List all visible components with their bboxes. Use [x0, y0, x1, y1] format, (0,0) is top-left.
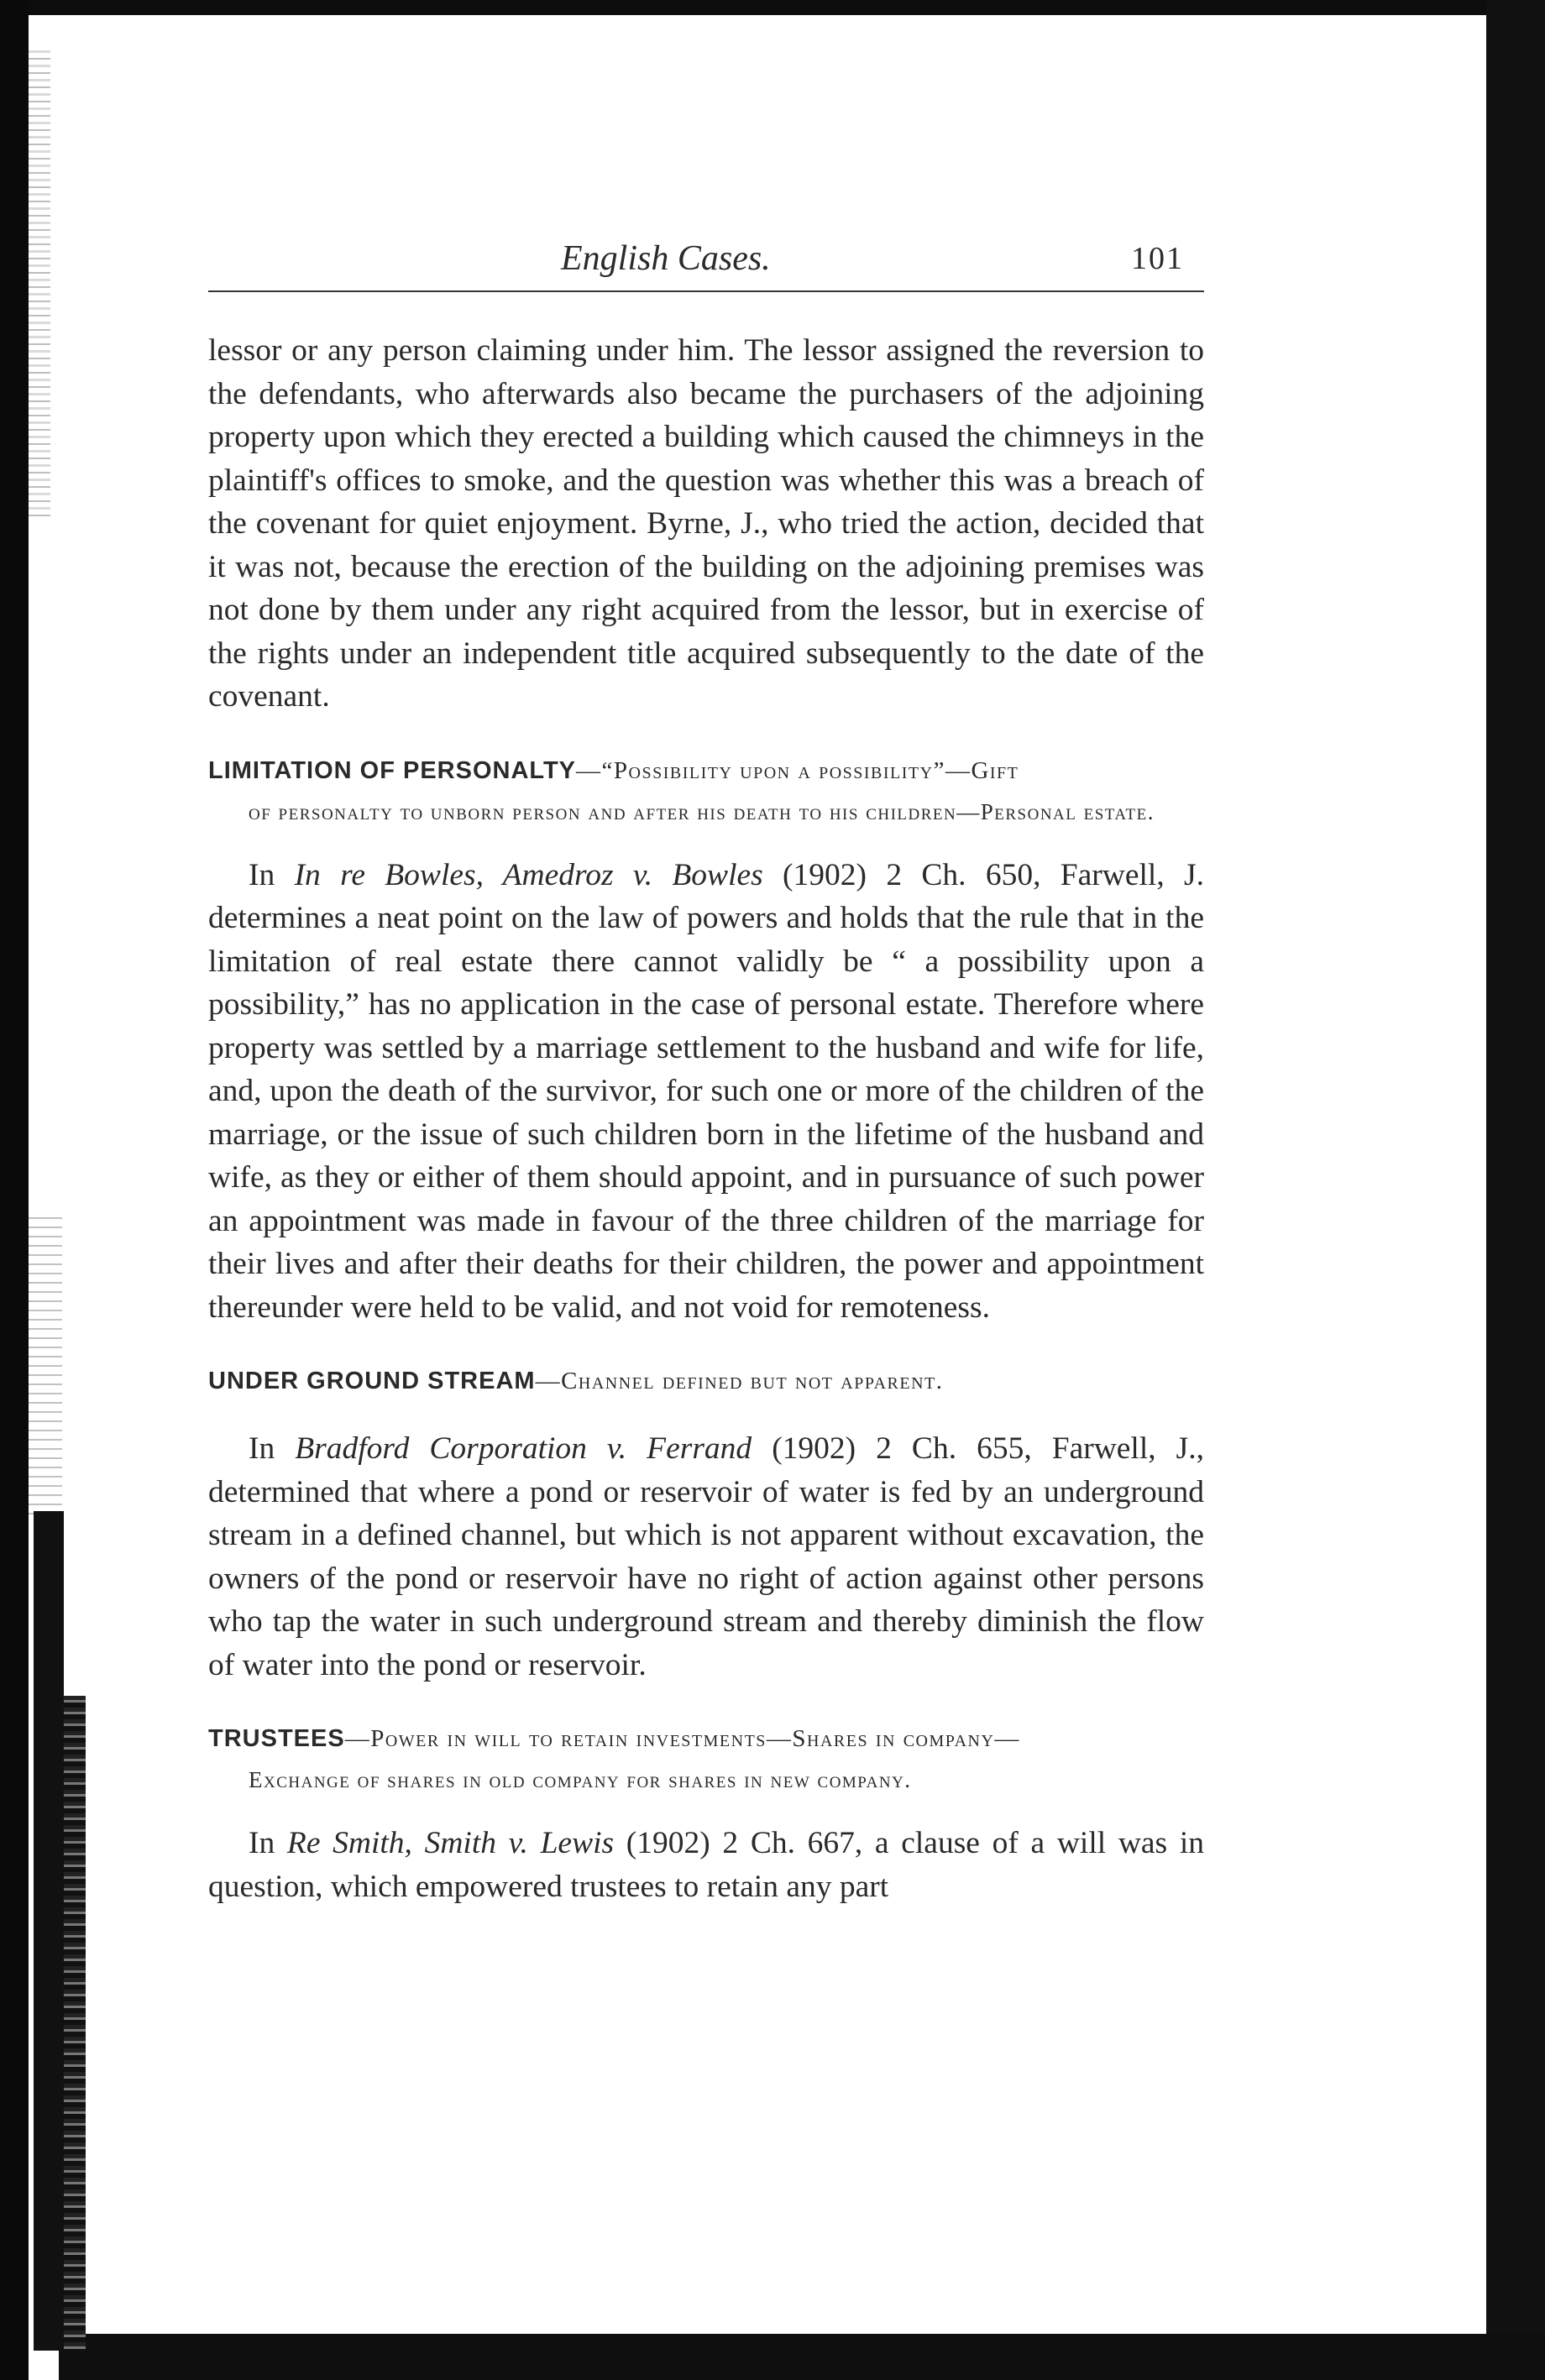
- case-prefix: In: [249, 1826, 287, 1860]
- scan-shadow-left-lower: [34, 1511, 64, 2351]
- scan-border-bottom: [59, 2334, 1545, 2380]
- page-number: 101: [1131, 241, 1184, 276]
- section-heading-trustees: [208, 1720, 1204, 1798]
- case-text: (1902) 2 Ch. 655, Farwell, J., determined that where a pond or reservoir of water is fed by an underground stream in a defined channel, but which is not apparent without excavation, the owners of the pond or reservoir have no right of action against other persons who tap the water in such underground stream and thereby diminish the flow of water into the pond or reservoir.: [208, 1431, 1204, 1682]
- scan-noise-left-middle: [29, 1217, 62, 1520]
- heading-continuation: Exchange of shares in old company for shares in new company.: [249, 1767, 912, 1792]
- section-heading-stream: [208, 1363, 1204, 1404]
- continued-paragraph: lessor or any person claiming under him. The lessor assigned the reversion to the defendants, who afterwards also became the purchasers of the adjoining property upon which they erected a building which caused the chimneys in the plaintiff's offices to smoke, and the question was whether this was a breach of the covenant for quiet enjoyment. Byrne, J., who tried the action, decided that it was not, because the erection of the building on the adjoining premises was not done by them under any right acquired from the lessor, but in exercise of the rights under an independent title acquired subsequently to the date of the covenant.: [208, 333, 1204, 714]
- section-heading-limitation: [208, 752, 1204, 830]
- case-paragraph-smith: [208, 1822, 1204, 1908]
- book-page: [208, 218, 1204, 1908]
- heading-bold: UNDER GROUND STREAM: [208, 1368, 536, 1394]
- scan-noise-left-upper: [29, 50, 50, 520]
- case-paragraph-bowles: [208, 854, 1204, 1330]
- heading-subtitle: —Channel defined but not apparent.: [535, 1368, 944, 1394]
- scan-noise-left-lower: [64, 1696, 86, 2351]
- scan-border-left: [0, 0, 29, 2380]
- heading-bold: LIMITATION OF PERSONALTY: [208, 756, 577, 784]
- heading-subtitle: —Power in will to retain investments—Shares in company—: [344, 1725, 1020, 1752]
- case-paragraph-bradford: [208, 1427, 1204, 1687]
- heading-continuation: of personalty to unborn person and after his death to his children—Personal estate.: [249, 798, 1155, 824]
- case-text: (1902) 2 Ch. 667, a clause of a will was in question, which empowered trustees to retain any part: [208, 1826, 1204, 1904]
- case-prefix: In: [249, 857, 295, 892]
- running-head: [208, 218, 1204, 292]
- case-text: (1902) 2 Ch. 650, Farwell, J. determines a neat point on the law of powers and holds that the rule that in the limitation of real estate there cannot validly be “ a possibility upon a possibility,” has no application in the case of personal estate. Therefore where property was settled by a marriage settlement to the husband and wife for life, and, upon the death of the survivor, for such one or more of the children of the marriage, or the issue of such children born in the lifetime of the husband and wife, as they or either of them should appoint, and in pursuance of such power an appointment was made in favour of the three children of the marriage for their lives and after their deaths for their children, the power and appointment thereunder were held to be valid, and not void for remoteness.: [208, 857, 1204, 1325]
- case-name: In re Bowles, Amedroz v. Bowles: [294, 857, 763, 892]
- heading-subtitle: —“Possibility upon a possibility”—Gift: [576, 756, 1019, 784]
- case-name: Re Smith, Smith v. Lewis: [286, 1826, 615, 1860]
- heading-bold: TRUSTEES: [208, 1725, 345, 1752]
- running-title: English Cases.: [561, 239, 771, 278]
- scan-border-right: [1486, 0, 1545, 2380]
- case-name: Bradford Corporation v. Ferrand: [295, 1431, 752, 1466]
- case-prefix: In: [249, 1431, 296, 1466]
- scan-border-top: [25, 0, 1545, 15]
